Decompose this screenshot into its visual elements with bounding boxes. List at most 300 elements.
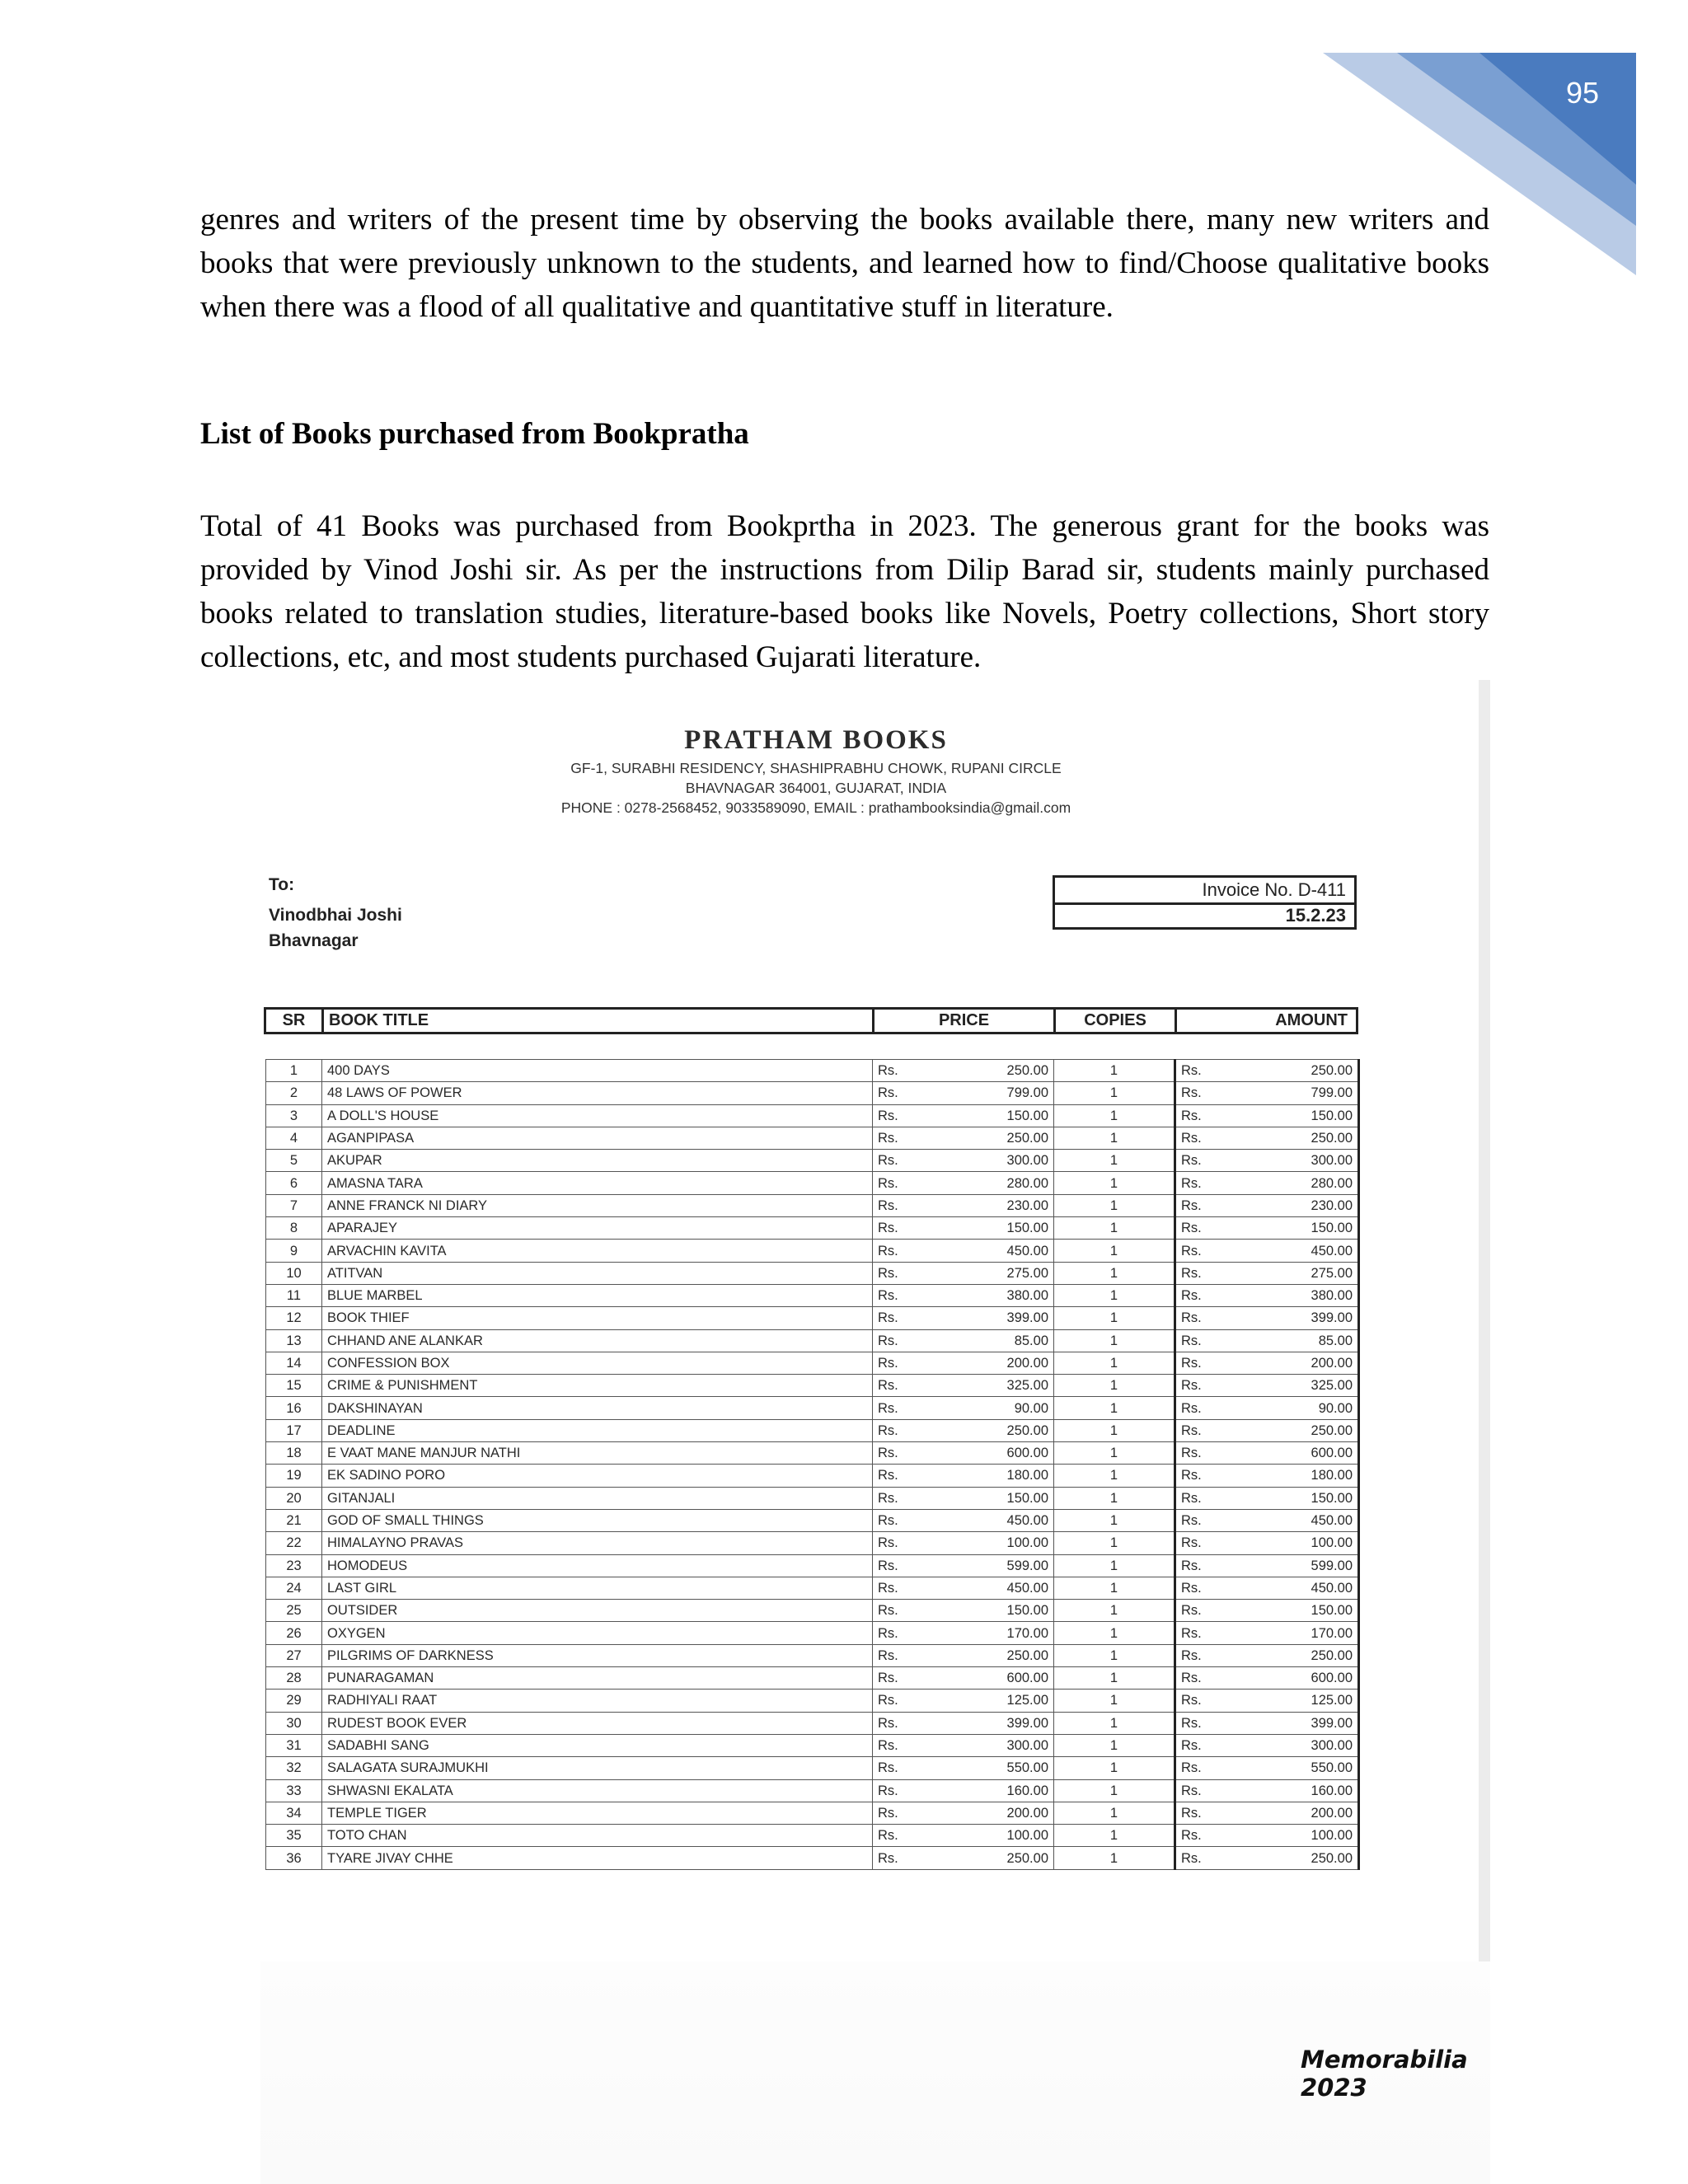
table-row: [266, 1397, 1359, 1419]
item-price: 100.00: [922, 1825, 1054, 1847]
item-price-currency: Rs.: [873, 1487, 922, 1509]
item-amount: 100.00: [1225, 1825, 1359, 1847]
item-sr: 29: [266, 1690, 322, 1712]
item-price-currency: Rs.: [873, 1847, 922, 1869]
table-row: [266, 1240, 1359, 1262]
item-copies: 1: [1054, 1307, 1175, 1329]
item-price-currency: Rs.: [873, 1217, 922, 1240]
item-amount: 599.00: [1225, 1554, 1359, 1577]
item-price: 450.00: [922, 1240, 1054, 1262]
item-sr: 4: [266, 1127, 322, 1149]
item-amount: 100.00: [1225, 1532, 1359, 1554]
table-row: [266, 1217, 1359, 1240]
item-price-currency: Rs.: [873, 1622, 922, 1644]
item-sr: 18: [266, 1442, 322, 1465]
header-amount: AMOUNT: [1275, 1011, 1348, 1029]
item-copies: 1: [1054, 1442, 1175, 1465]
table-row: [266, 1352, 1359, 1374]
item-amount-currency: Rs.: [1175, 1419, 1225, 1441]
item-sr: 32: [266, 1757, 322, 1779]
table-row: [266, 1622, 1359, 1644]
item-title: CRIME & PUNISHMENT: [322, 1375, 873, 1397]
item-sr: 21: [266, 1509, 322, 1531]
item-copies: 1: [1054, 1262, 1175, 1284]
item-price: 250.00: [922, 1419, 1054, 1441]
item-copies: 1: [1054, 1060, 1175, 1082]
item-copies: 1: [1054, 1150, 1175, 1172]
item-amount: 450.00: [1225, 1577, 1359, 1599]
item-amount-currency: Rs.: [1175, 1622, 1225, 1644]
header-price: PRICE: [874, 1010, 1056, 1032]
item-price-currency: Rs.: [873, 1532, 922, 1554]
item-price-currency: Rs.: [873, 1825, 922, 1847]
item-amount: 230.00: [1225, 1194, 1359, 1216]
invoice-address-line2: BHAVNAGAR 364001, GUJARAT, INDIA: [685, 780, 947, 796]
item-amount-currency: Rs.: [1175, 1217, 1225, 1240]
item-price-currency: Rs.: [873, 1644, 922, 1666]
item-title: CHHAND ANE ALANKAR: [322, 1329, 873, 1352]
item-price-currency: Rs.: [873, 1600, 922, 1622]
item-price-currency: Rs.: [873, 1757, 922, 1779]
item-title: GOD OF SMALL THINGS: [322, 1509, 873, 1531]
table-row: [266, 1307, 1359, 1329]
item-copies: 1: [1054, 1375, 1175, 1397]
item-price: 600.00: [922, 1442, 1054, 1465]
item-price-currency: Rs.: [873, 1465, 922, 1487]
item-price: 230.00: [922, 1194, 1054, 1216]
item-amount-currency: Rs.: [1175, 1779, 1225, 1802]
item-copies: 1: [1054, 1779, 1175, 1802]
item-amount-currency: Rs.: [1175, 1240, 1225, 1262]
item-price: 325.00: [922, 1375, 1054, 1397]
item-title: RADHIYALI RAAT: [322, 1690, 873, 1712]
item-sr: 16: [266, 1397, 322, 1419]
table-row: [266, 1465, 1359, 1487]
invoice-recipient-name: Vinodbhai Joshi: [269, 906, 402, 925]
item-price-currency: Rs.: [873, 1262, 922, 1284]
item-price-currency: Rs.: [873, 1104, 922, 1127]
item-copies: 1: [1054, 1712, 1175, 1734]
item-amount-currency: Rs.: [1175, 1104, 1225, 1127]
item-price: 300.00: [922, 1734, 1054, 1756]
item-price-currency: Rs.: [873, 1307, 922, 1329]
table-row: [266, 1600, 1359, 1622]
item-sr: 10: [266, 1262, 322, 1284]
item-price: 450.00: [922, 1577, 1054, 1599]
item-copies: 1: [1054, 1329, 1175, 1352]
item-title: DEADLINE: [322, 1419, 873, 1441]
table-row: [266, 1667, 1359, 1690]
item-price: 85.00: [922, 1329, 1054, 1352]
item-amount-currency: Rs.: [1175, 1577, 1225, 1599]
item-title: HOMODEUS: [322, 1554, 873, 1577]
item-amount: 325.00: [1225, 1375, 1359, 1397]
item-title: 400 DAYS: [322, 1060, 873, 1082]
item-copies: 1: [1054, 1847, 1175, 1869]
item-price: 90.00: [922, 1397, 1054, 1419]
invoice-to-label: To:: [269, 875, 295, 894]
item-amount-currency: Rs.: [1175, 1465, 1225, 1487]
table-row: [266, 1847, 1359, 1869]
table-row: [266, 1329, 1359, 1352]
item-price: 250.00: [922, 1127, 1054, 1149]
item-copies: 1: [1054, 1532, 1175, 1554]
item-title: A DOLL'S HOUSE: [322, 1104, 873, 1127]
item-title: 48 LAWS OF POWER: [322, 1082, 873, 1104]
item-amount-currency: Rs.: [1175, 1082, 1225, 1104]
item-title: CONFESSION BOX: [322, 1352, 873, 1374]
item-price: 250.00: [922, 1060, 1054, 1082]
item-amount: 150.00: [1225, 1487, 1359, 1509]
item-title: OUTSIDER: [322, 1600, 873, 1622]
item-sr: 35: [266, 1825, 322, 1847]
item-amount: 550.00: [1225, 1757, 1359, 1779]
item-sr: 19: [266, 1465, 322, 1487]
item-copies: 1: [1054, 1757, 1175, 1779]
item-sr: 13: [266, 1329, 322, 1352]
table-row: [266, 1532, 1359, 1554]
item-amount-currency: Rs.: [1175, 1802, 1225, 1824]
header-sr: SR: [266, 1010, 324, 1032]
item-title: AKUPAR: [322, 1150, 873, 1172]
item-sr: 24: [266, 1577, 322, 1599]
item-sr: 9: [266, 1240, 322, 1262]
item-price-currency: Rs.: [873, 1419, 922, 1441]
item-copies: 1: [1054, 1419, 1175, 1441]
item-title: TOTO CHAN: [322, 1825, 873, 1847]
item-amount: 90.00: [1225, 1397, 1359, 1419]
table-row: [266, 1082, 1359, 1104]
table-row: [266, 1375, 1359, 1397]
item-price-currency: Rs.: [873, 1150, 922, 1172]
item-amount: 399.00: [1225, 1307, 1359, 1329]
invoice-contact: PHONE : 0278-2568452, 9033589090, EMAIL : prathambooksindia@gmail.com: [560, 799, 1071, 816]
item-title: GITANJALI: [322, 1487, 873, 1509]
table-row: [266, 1060, 1359, 1082]
item-price-currency: Rs.: [873, 1172, 922, 1194]
item-price: 550.00: [922, 1757, 1054, 1779]
table-row: [266, 1779, 1359, 1802]
table-row: [266, 1509, 1359, 1531]
item-title: SADABHI SANG: [322, 1734, 873, 1756]
item-price-currency: Rs.: [873, 1690, 922, 1712]
invoice-recipient-city: Bhavnagar: [269, 931, 359, 950]
item-title: BOOK THIEF: [322, 1307, 873, 1329]
item-title: PUNARAGAMAN: [322, 1667, 873, 1690]
invoice-table-header: [264, 1007, 1358, 1034]
item-amount: 250.00: [1225, 1127, 1359, 1149]
item-amount: 250.00: [1225, 1644, 1359, 1666]
item-price: 250.00: [922, 1644, 1054, 1666]
item-title: OXYGEN: [322, 1622, 873, 1644]
item-price: 100.00: [922, 1532, 1054, 1554]
item-title: AGANPIPASA: [322, 1127, 873, 1149]
invoice-items-table: [265, 1059, 1360, 1870]
item-title: ATITVAN: [322, 1262, 873, 1284]
invoice-date: 15.2.23: [1285, 905, 1346, 926]
item-amount: 300.00: [1225, 1734, 1359, 1756]
item-sr: 20: [266, 1487, 322, 1509]
item-price: 600.00: [922, 1667, 1054, 1690]
item-title: HIMALAYNO PRAVAS: [322, 1532, 873, 1554]
item-price: 150.00: [922, 1104, 1054, 1127]
item-amount: 250.00: [1225, 1060, 1359, 1082]
item-amount-currency: Rs.: [1175, 1667, 1225, 1690]
item-copies: 1: [1054, 1600, 1175, 1622]
item-sr: 31: [266, 1734, 322, 1756]
item-amount-currency: Rs.: [1175, 1150, 1225, 1172]
item-sr: 23: [266, 1554, 322, 1577]
item-amount: 125.00: [1225, 1690, 1359, 1712]
item-price-currency: Rs.: [873, 1060, 922, 1082]
item-amount: 150.00: [1225, 1217, 1359, 1240]
item-sr: 5: [266, 1150, 322, 1172]
item-amount-currency: Rs.: [1175, 1644, 1225, 1666]
item-price-currency: Rs.: [873, 1352, 922, 1374]
item-price-currency: Rs.: [873, 1127, 922, 1149]
item-copies: 1: [1054, 1127, 1175, 1149]
item-price-currency: Rs.: [873, 1712, 922, 1734]
item-title: BLUE MARBEL: [322, 1284, 873, 1306]
item-title: AMASNA TARA: [322, 1172, 873, 1194]
item-amount-currency: Rs.: [1175, 1712, 1225, 1734]
item-amount-currency: Rs.: [1175, 1194, 1225, 1216]
table-row: [266, 1734, 1359, 1756]
item-price-currency: Rs.: [873, 1442, 922, 1465]
table-row: [266, 1712, 1359, 1734]
item-copies: 1: [1054, 1397, 1175, 1419]
item-price: 150.00: [922, 1217, 1054, 1240]
table-row: [266, 1172, 1359, 1194]
item-price-currency: Rs.: [873, 1734, 922, 1756]
item-price-currency: Rs.: [873, 1082, 922, 1104]
item-amount-currency: Rs.: [1175, 1172, 1225, 1194]
item-sr: 28: [266, 1667, 322, 1690]
item-price: 250.00: [922, 1847, 1054, 1869]
item-amount: 250.00: [1225, 1419, 1359, 1441]
item-copies: 1: [1054, 1082, 1175, 1104]
item-copies: 1: [1054, 1465, 1175, 1487]
table-row: [266, 1577, 1359, 1599]
item-title: SALAGATA SURAJMUKHI: [322, 1757, 873, 1779]
table-row: [266, 1554, 1359, 1577]
intro-paragraph: genres and writers of the present time by observing the books available there, many new writers and books that were previously unknown to the students, and learned how to find/Choose qualitative books when there was a flood of all qualitative and quantitative stuff in literature.: [200, 203, 1489, 324]
table-row: [266, 1104, 1359, 1127]
item-sr: 33: [266, 1779, 322, 1802]
item-title: EK SADINO PORO: [322, 1465, 873, 1487]
item-amount-currency: Rs.: [1175, 1757, 1225, 1779]
item-sr: 3: [266, 1104, 322, 1127]
item-title: TYARE JIVAY CHHE: [322, 1847, 873, 1869]
item-title: PILGRIMS OF DARKNESS: [322, 1644, 873, 1666]
footer-title: Memorabilia 2023: [1301, 2046, 1468, 2102]
table-row: [266, 1150, 1359, 1172]
item-amount-currency: Rs.: [1175, 1352, 1225, 1374]
invoice-number-box: [1053, 875, 1357, 930]
item-price: 125.00: [922, 1690, 1054, 1712]
item-amount: 150.00: [1225, 1600, 1359, 1622]
item-price: 170.00: [922, 1622, 1054, 1644]
item-price: 380.00: [922, 1284, 1054, 1306]
item-price: 160.00: [922, 1779, 1054, 1802]
table-row: [266, 1487, 1359, 1509]
item-price: 200.00: [922, 1802, 1054, 1824]
item-price-currency: Rs.: [873, 1194, 922, 1216]
item-sr: 8: [266, 1217, 322, 1240]
item-amount: 280.00: [1225, 1172, 1359, 1194]
table-row: [266, 1419, 1359, 1441]
item-title: TEMPLE TIGER: [322, 1802, 873, 1824]
item-sr: 25: [266, 1600, 322, 1622]
item-copies: 1: [1054, 1104, 1175, 1127]
item-amount-currency: Rs.: [1175, 1375, 1225, 1397]
table-row: [266, 1127, 1359, 1149]
item-price: 275.00: [922, 1262, 1054, 1284]
item-copies: 1: [1054, 1622, 1175, 1644]
item-copies: 1: [1054, 1690, 1175, 1712]
item-amount-currency: Rs.: [1175, 1262, 1225, 1284]
item-amount-currency: Rs.: [1175, 1554, 1225, 1577]
item-price: 200.00: [922, 1352, 1054, 1374]
item-title: E VAAT MANE MANJUR NATHI: [322, 1442, 873, 1465]
table-row: [266, 1284, 1359, 1306]
item-amount: 200.00: [1225, 1352, 1359, 1374]
item-amount: 200.00: [1225, 1802, 1359, 1824]
item-title: DAKSHINAYAN: [322, 1397, 873, 1419]
item-price-currency: Rs.: [873, 1375, 922, 1397]
item-amount-currency: Rs.: [1175, 1509, 1225, 1531]
item-amount: 160.00: [1225, 1779, 1359, 1802]
item-price: 450.00: [922, 1509, 1054, 1531]
item-copies: 1: [1054, 1734, 1175, 1756]
item-amount-currency: Rs.: [1175, 1825, 1225, 1847]
item-sr: 7: [266, 1194, 322, 1216]
item-price: 599.00: [922, 1554, 1054, 1577]
item-copies: 1: [1054, 1172, 1175, 1194]
item-amount: 799.00: [1225, 1082, 1359, 1104]
item-amount-currency: Rs.: [1175, 1690, 1225, 1712]
item-copies: 1: [1054, 1825, 1175, 1847]
item-price-currency: Rs.: [873, 1554, 922, 1577]
item-amount-currency: Rs.: [1175, 1600, 1225, 1622]
item-price: 399.00: [922, 1712, 1054, 1734]
item-title: ANNE FRANCK NI DIARY: [322, 1194, 873, 1216]
item-sr: 14: [266, 1352, 322, 1374]
item-price: 399.00: [922, 1307, 1054, 1329]
item-copies: 1: [1054, 1217, 1175, 1240]
item-title: LAST GIRL: [322, 1577, 873, 1599]
header-copies: COPIES: [1056, 1010, 1177, 1032]
item-sr: 26: [266, 1622, 322, 1644]
item-sr: 2: [266, 1082, 322, 1104]
item-price-currency: Rs.: [873, 1397, 922, 1419]
item-amount: 399.00: [1225, 1712, 1359, 1734]
item-amount-currency: Rs.: [1175, 1487, 1225, 1509]
item-amount: 275.00: [1225, 1262, 1359, 1284]
table-row: [266, 1825, 1359, 1847]
invoice-number: Invoice No. D-411: [1202, 879, 1346, 900]
table-row: [266, 1442, 1359, 1465]
item-title: ARVACHIN KAVITA: [322, 1240, 873, 1262]
item-copies: 1: [1054, 1240, 1175, 1262]
item-amount: 450.00: [1225, 1509, 1359, 1531]
table-row: [266, 1194, 1359, 1216]
item-copies: 1: [1054, 1352, 1175, 1374]
item-amount: 600.00: [1225, 1442, 1359, 1465]
item-sr: 22: [266, 1532, 322, 1554]
item-price: 150.00: [922, 1600, 1054, 1622]
item-price-currency: Rs.: [873, 1284, 922, 1306]
item-copies: 1: [1054, 1284, 1175, 1306]
item-price-currency: Rs.: [873, 1329, 922, 1352]
section-heading: List of Books purchased from Bookpratha: [200, 417, 749, 451]
item-sr: 27: [266, 1644, 322, 1666]
item-price-currency: Rs.: [873, 1509, 922, 1531]
item-copies: 1: [1054, 1554, 1175, 1577]
item-amount-currency: Rs.: [1175, 1397, 1225, 1419]
item-price-currency: Rs.: [873, 1577, 922, 1599]
item-amount: 250.00: [1225, 1847, 1359, 1869]
invoice-image-edge: [1479, 680, 1490, 1961]
item-title: RUDEST BOOK EVER: [322, 1712, 873, 1734]
item-title: APARAJEY: [322, 1217, 873, 1240]
item-amount: 150.00: [1225, 1104, 1359, 1127]
header-book-title: BOOK TITLE: [324, 1010, 874, 1032]
item-amount: 450.00: [1225, 1240, 1359, 1262]
item-amount: 300.00: [1225, 1150, 1359, 1172]
invoice-address-line1: GF-1, SURABHI RESIDENCY, SHASHIPRABHU CHOWK, RUPANI CIRCLE: [570, 760, 1062, 776]
item-amount-currency: Rs.: [1175, 1442, 1225, 1465]
item-copies: 1: [1054, 1667, 1175, 1690]
item-amount-currency: Rs.: [1175, 1060, 1225, 1082]
item-price-currency: Rs.: [873, 1667, 922, 1690]
table-row: [266, 1644, 1359, 1666]
item-amount: 600.00: [1225, 1667, 1359, 1690]
table-row: [266, 1757, 1359, 1779]
item-amount-currency: Rs.: [1175, 1329, 1225, 1352]
item-amount: 380.00: [1225, 1284, 1359, 1306]
item-sr: 6: [266, 1172, 322, 1194]
item-price: 280.00: [922, 1172, 1054, 1194]
item-amount: 170.00: [1225, 1622, 1359, 1644]
item-amount-currency: Rs.: [1175, 1532, 1225, 1554]
item-copies: 1: [1054, 1802, 1175, 1824]
table-row: [266, 1690, 1359, 1712]
item-price: 799.00: [922, 1082, 1054, 1104]
item-copies: 1: [1054, 1644, 1175, 1666]
item-amount: 85.00: [1225, 1329, 1359, 1352]
table-row: [266, 1262, 1359, 1284]
item-copies: 1: [1054, 1577, 1175, 1599]
item-copies: 1: [1054, 1487, 1175, 1509]
item-title: SHWASNI EKALATA: [322, 1779, 873, 1802]
item-sr: 34: [266, 1802, 322, 1824]
table-row: [266, 1802, 1359, 1824]
purchase-paragraph: Total of 41 Books was purchased from Bookprtha in 2023. The generous grant for the books was provided by Vinod Joshi sir. As per the instructions from Dilip Barad sir, students mainly purchased books related to translation studies, literature-based books like Novels, Poetry collections, Short story collections, etc, and most students purchased Gujarati literature.: [200, 509, 1489, 674]
item-amount: 180.00: [1225, 1465, 1359, 1487]
item-amount-currency: Rs.: [1175, 1307, 1225, 1329]
item-sr: 36: [266, 1847, 322, 1869]
item-amount-currency: Rs.: [1175, 1127, 1225, 1149]
item-amount-currency: Rs.: [1175, 1284, 1225, 1306]
page-number: 95: [1565, 76, 1600, 110]
item-copies: 1: [1054, 1194, 1175, 1216]
item-sr: 17: [266, 1419, 322, 1441]
item-sr: 1: [266, 1060, 322, 1082]
item-sr: 11: [266, 1284, 322, 1306]
item-sr: 30: [266, 1712, 322, 1734]
item-sr: 12: [266, 1307, 322, 1329]
